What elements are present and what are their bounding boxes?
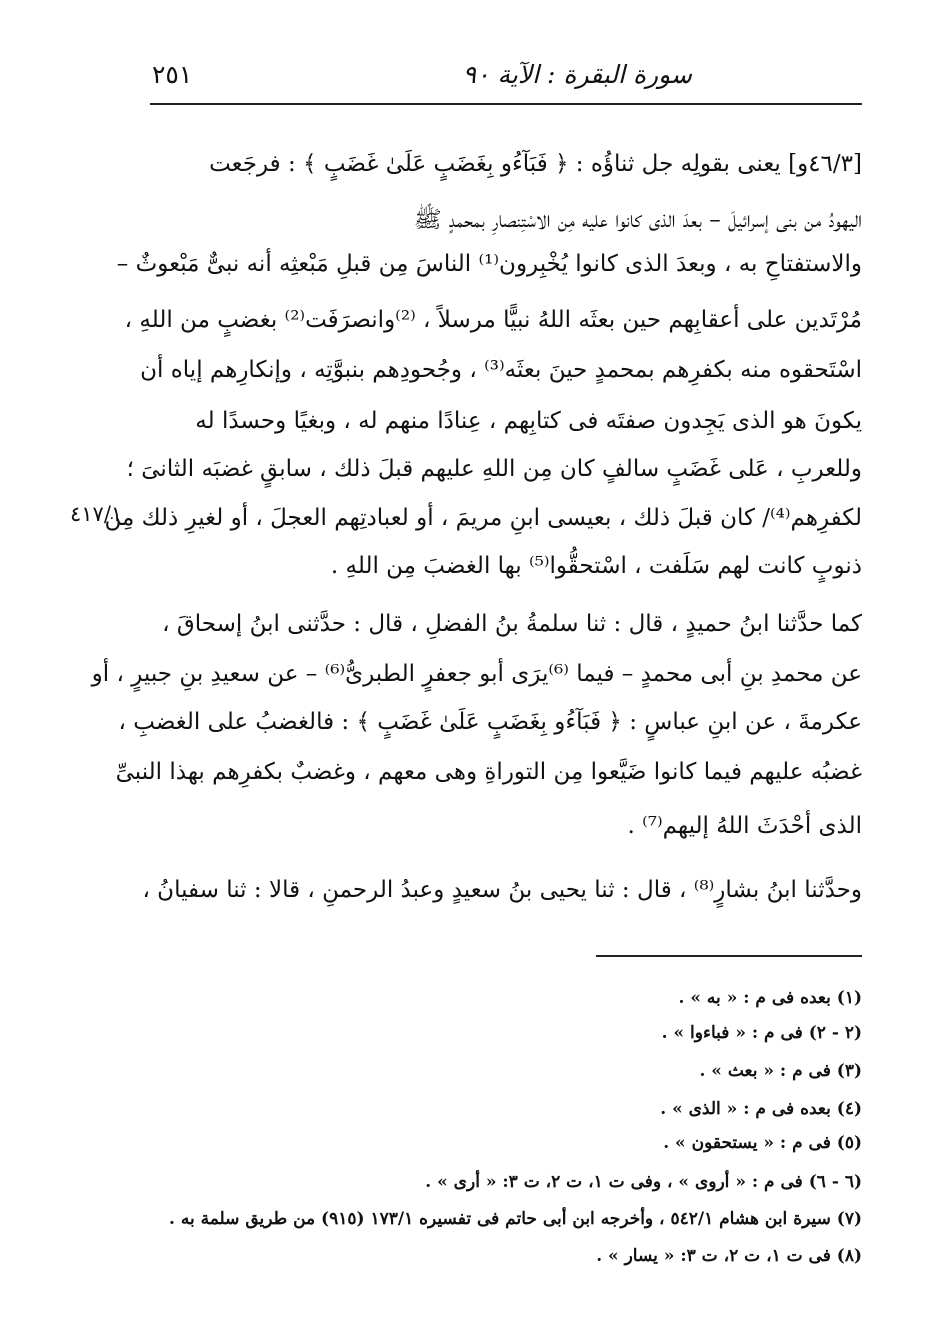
footnote: (٥) فى م : « يستحقون » . — [663, 1133, 862, 1153]
text-line: اسْتَحقوه منه بكفرِهم بمحمدٍ حينَ بعثَه⁽³⁾ ، وجُحودِهم بنبوَّتِه ، وإنكارِهم إياه أن — [140, 357, 862, 383]
text-line: كما حدَّثنا ابنُ حميدٍ ، قال : ثنا سلمةُ بنُ الفضلِ ، قال : حدَّثنى ابنُ إسحاقَ ، — [162, 611, 862, 637]
footnote: (٨) فى ت ١، ت ٢، ت ٣: « يسار » . — [596, 1246, 862, 1266]
text-line: عكرمةَ ، عن ابنِ عباسٍ : ﴿ فَبَآءُو بِغَضَبٍ عَلَىٰ غَضَبٍ ﴾ : فالغضبُ على الغضبِ ، — [118, 709, 862, 735]
footnote: (٧) سيرة ابن هشام ٥٤٢/١ ، وأخرجه ابن أبى حاتم فى تفسيره ١٧٣/١ (٩١٥) من طريق سلمة به . — [169, 1209, 862, 1229]
text-line: يكونَ هو الذى يَجِدون صفتَه فى كتابِهم ، عِنادًا منهم له ، وبغيًا وحسدًا له — [195, 408, 862, 434]
text-line: لكفرِهم⁽⁴⁾/ كان قبلَ ذلك ، بعيسى ابنِ مريمَ ، أو لعبادتِهم العجلَ ، أو لغيرِ ذلك مِن — [104, 505, 862, 531]
text-line: ذنوبٍ كانت لهم سَلَفت ، اسْتحقُّوا⁽⁵⁾ بها الغضبَ مِن اللهِ . — [330, 553, 862, 579]
margin-reference: ٤١٧/١ — [70, 502, 123, 526]
text-line: مُرْتَدين على أعقابِهم حين بعثَه اللهُ نبيًّا مرسلاً ، ⁽²⁾وانصرَفَت⁽²⁾ بغضبٍ من اللهِ ، — [124, 307, 862, 333]
footnote: (١) بعده فى م : « به » . — [678, 988, 862, 1008]
footnote-rule — [596, 955, 862, 957]
running-header — [150, 54, 862, 98]
header-rule — [150, 103, 862, 105]
footnote: (٦ - ٦) فى م : « أروى » ، وفى ت ١، ت ٢، ت ٣: « أرى » . — [425, 1172, 862, 1192]
header-title: سورة البقرة : الآية ٩٠ — [462, 60, 692, 89]
footnote: (٢ - ٢) فى م : « فباءوا » . — [661, 1023, 862, 1043]
text-line: الذى أحْدَثَ اللهُ إليهم⁽⁷⁾ . — [627, 813, 862, 839]
text-line: وحدَّثنا ابنُ بشارٍ⁽⁸⁾ ، قال : ثنا يحيى بنُ سعيدٍ وعبدُ الرحمنِ ، قالا : ثنا سفيانُ ، — [142, 877, 862, 903]
text-line: وللعربِ ، عَلى غَضَبٍ سالفٍ كان مِن اللهِ عليهم قبلَ ذلك ، سابقٍ غضبَه الثانىَ ؛ — [126, 456, 862, 482]
footnote: (٣) فى م : « بعث » . — [699, 1061, 862, 1081]
text-line: والاستفتاحِ به ، وبعدَ الذى كانوا يُخْبِرون⁽¹⁾ الناسَ مِن قبلِ مَبْعثِه أنه نبىٌّ مَبْعوثٌ – — [116, 251, 862, 277]
text-line: [٤٦/٣و] يعنى بقولِه جل ثناؤُه : ﴿ فَبَآءُو بِغَضَبٍ عَلَىٰ غَضَبٍ ﴾ : فرجَعت — [209, 151, 862, 177]
text-line: اليهودُ من بنى إسرائيلَ – بعدَ الذى كانوا عليه مِن الاسْتِنصارِ بمحمدٍ ﷺ — [413, 207, 862, 233]
page-number: ٢٥١ — [152, 60, 193, 89]
text-line: غضبُه عليهم فيما كانوا ضَيَّعوا مِن التوراةِ وهى معهم ، وغضبٌ بكفرِهم بهذا النبىِّ — [115, 759, 862, 785]
footnote: (٤) بعده فى م : « الذى » . — [660, 1099, 862, 1119]
text-line: عن محمدِ بنِ أبى محمدٍ – فيما ⁽⁶⁾يرَى أبو جعفرٍ الطبرىُّ⁽⁶⁾ – عن سعيدِ بنِ جبيرٍ ، أو — [91, 661, 862, 687]
